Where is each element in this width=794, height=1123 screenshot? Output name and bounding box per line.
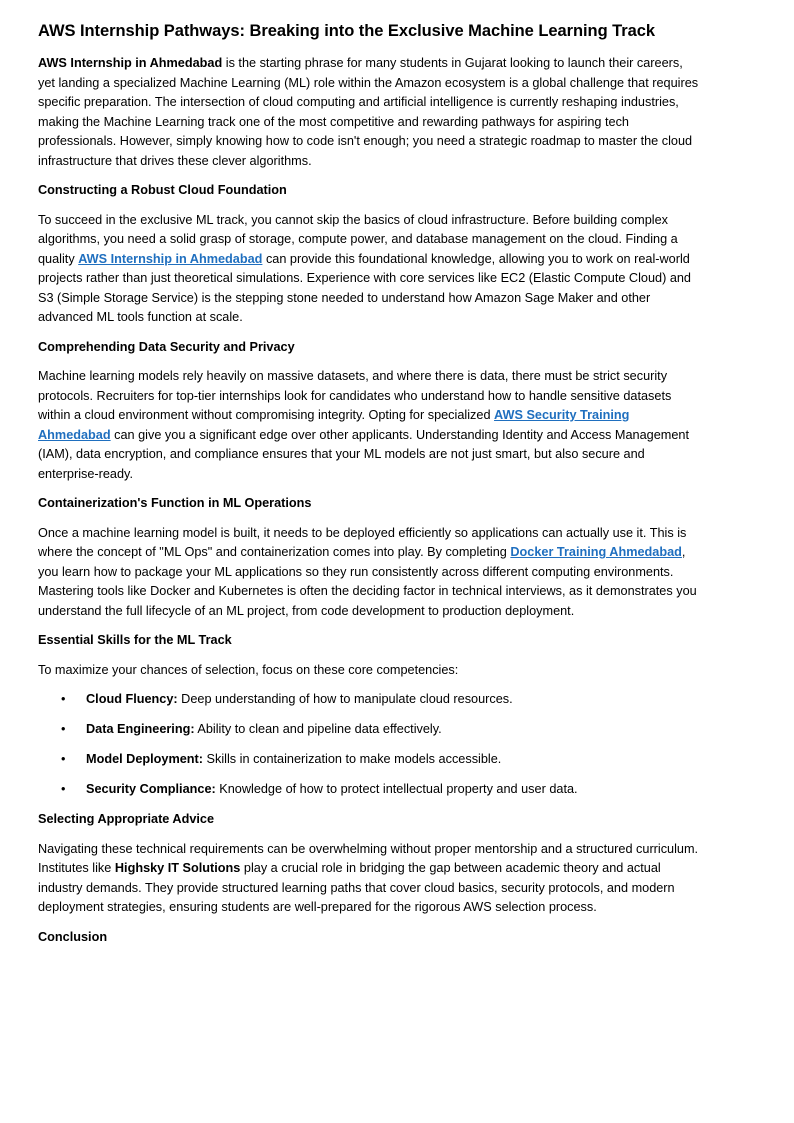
skill-desc: Skills in containerization to make models accessible.: [203, 752, 502, 766]
intro-lead: AWS Internship in Ahmedabad: [38, 56, 223, 70]
aws-security-training-link[interactable]: AWS Security Training Ahmedabad: [38, 408, 630, 442]
bullet-icon: •: [61, 692, 66, 706]
containerization-text-1: Once a machine learning model is built, it needs to be deployed efficiently so applications can actually use it. This is where the concept of "ML Ops" and containerization comes into play. By completing: [38, 525, 687, 559]
list-item: [38, 720, 700, 740]
cloud-foundation-text-2: can provide this foundational knowledge, allowing you to work on real-world projects rather than just theoretical simulations. Experience with core services like EC2 (Elastic Compute Cloud) and S3 (Simple Storage Service) is the stepping stone needed to understand how Amazon Sage Maker and other advanced ML tools function at scale.: [38, 251, 691, 324]
skill-term: Model Deployment:: [86, 752, 204, 766]
skills-list: [38, 690, 700, 800]
advice-text-1: Navigating these technical requirements can be overwhelming without proper mentorship and a structured curriculum. Institutes like: [38, 841, 699, 875]
list-item: [38, 750, 700, 770]
containerization-text-2: , you learn how to package your ML applications so they run consistently across different computing environments. Mastering tools like Docker and Kubernetes is often the deciding factor in technical interviews, as it demonstrates you understand the full lifecycle of an ML project, from code development to production deployment.: [38, 545, 697, 618]
bullet-icon: •: [61, 782, 66, 796]
cloud-foundation-paragraph: [38, 211, 700, 328]
advice-paragraph: [38, 840, 700, 918]
docker-training-link[interactable]: Docker Training Ahmedabad: [510, 545, 682, 559]
intro-paragraph: [38, 54, 700, 171]
section-heading-data-security: Comprehending Data Security and Privacy: [38, 339, 295, 354]
aws-internship-link[interactable]: AWS Internship in Ahmedabad: [78, 251, 263, 266]
data-security-paragraph: [38, 367, 700, 484]
skill-term: Security Compliance:: [86, 782, 216, 796]
data-security-text-2: can give you a significant edge over other applicants. Understanding Identity and Access Management (IAM), data encryption, and compliance ensures that your ML models are not just smart, but also secure and enterprise-ready.: [38, 427, 689, 481]
institute-name: Highsky IT Solutions: [114, 861, 241, 875]
section-heading-containerization: Containerization's Function in ML Operations: [38, 496, 312, 510]
advice-text-2: play a crucial role in bridging the gap between academic theory and actual industry demands. They provide structured learning paths that cover cloud basics, security protocols, and modern deployment strategies, ensuring students are well-prepared for the rigorous AWS selection process.: [38, 861, 675, 914]
list-item: [38, 690, 700, 710]
list-item: [38, 780, 700, 800]
skill-term: Data Engineering:: [86, 722, 195, 736]
section-heading-essential-skills: Essential Skills for the ML Track: [38, 633, 232, 647]
skill-term: Cloud Fluency:: [86, 692, 178, 706]
intro-text: is the starting phrase for many students in Gujarat looking to launch their careers, yet landing a specialized Machine Learning (ML) role within the Amazon ecosystem is a global challenge that requires specific preparation. The intersection of cloud computing and artificial intelligence is currently reshaping industries, making the Machine Learning track one of the most competitive and rewarding pathways for aspiring tech professionals. However, simply knowing how to code isn't enough; you need a strategic roadmap to master the cloud infrastructure that drives these clever algorithms.: [38, 56, 699, 168]
page-title: AWS Internship Pathways: Breaking into the Exclusive Machine Learning Track: [38, 22, 655, 40]
data-security-text-1: Machine learning models rely heavily on massive datasets, and where there is data, there must be strict security protocols. Recruiters for top-tier internships look for candidates who understand how to handle sensitive datasets within a cloud environment without compromising integrity. Opting for specialized: [38, 369, 672, 422]
section-heading-advice: Selecting Appropriate Advice: [38, 812, 215, 826]
bullet-icon: •: [61, 722, 66, 736]
containerization-paragraph: [38, 524, 700, 622]
cloud-foundation-text-1: To succeed in the exclusive ML track, you cannot skip the basics of cloud infrastructure. Before building complex algorithms, you need a solid grasp of storage, compute power, and database management on the cloud. Finding a quality: [38, 212, 678, 266]
skill-desc: Ability to clean and pipeline data effectively.: [194, 722, 442, 736]
bullet-icon: •: [61, 752, 66, 766]
section-heading-cloud-foundation: Constructing a Robust Cloud Foundation: [38, 183, 287, 197]
section-heading-conclusion: Conclusion: [38, 929, 108, 944]
article: [38, 16, 700, 957]
skill-desc: Deep understanding of how to manipulate cloud resources.: [177, 692, 513, 706]
skill-desc: Knowledge of how to protect intellectual property and user data.: [215, 782, 578, 796]
essential-skills-intro: To maximize your chances of selection, focus on these core competencies:: [38, 662, 459, 677]
